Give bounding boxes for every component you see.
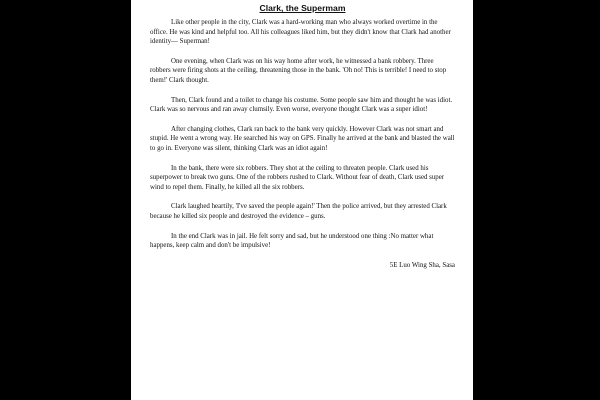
paragraph-1: Like other people in the city, Clark was a hard-working man who always worked overtime in the office. He was kind and helpful too. All his colleagues liked him, but they didn't know that Clark had another identity— Superman! xyxy=(150,19,451,46)
story-title: Clark, the Supermam xyxy=(259,3,346,13)
paragraph-6: Clark laughed heartily, 'I've saved the people again!' Then the police arrived, but they arrested Clark because he killed six people and destroyed the evidence – guns. xyxy=(150,203,447,220)
paragraph-5: In the bank, there were six robbers. They shot at the ceiling to threaten people. Clark used his superpower to break two guns. One of the robbers rushed to Clark. Without fear of death, Clark used super wind to repel them. Finally, he killed all the six robbers. xyxy=(150,164,445,191)
author-signature: 5E Luo Wing Sha, Sasa xyxy=(389,261,455,269)
paragraph-3: Then, Clark found and a toilet to change his costume. Some people saw him and thought he was idiot. Clark was so nervous and ran away clumsily. Even worse, everyone thought Clark was a super idiot! xyxy=(150,96,453,114)
paragraph-7: In the end Clark was in jail. He felt sorry and sad, but he understood one thing :No matter what happens, keep calm and don't be impulsive! xyxy=(150,232,434,250)
paragraph-2: One evening, when Clark was on his way home after work, he witnessed a bank robbery. Three robbers were firing shots at the ceiling, threatening those in the bank. 'Oh no! This is terrible! I need to stop them!' Clark thought. xyxy=(150,57,447,84)
document-page xyxy=(131,0,473,400)
paragraph-4: After changing clothes, Clark ran back to the bank very quickly. However Clark was not smart and stupid. He went a wrong way. He searched his way on GPS. Finally he arrived at the bank and blasted the wall to go in. Everyone was silent, thinking Clark was an idiot again! xyxy=(150,125,455,152)
